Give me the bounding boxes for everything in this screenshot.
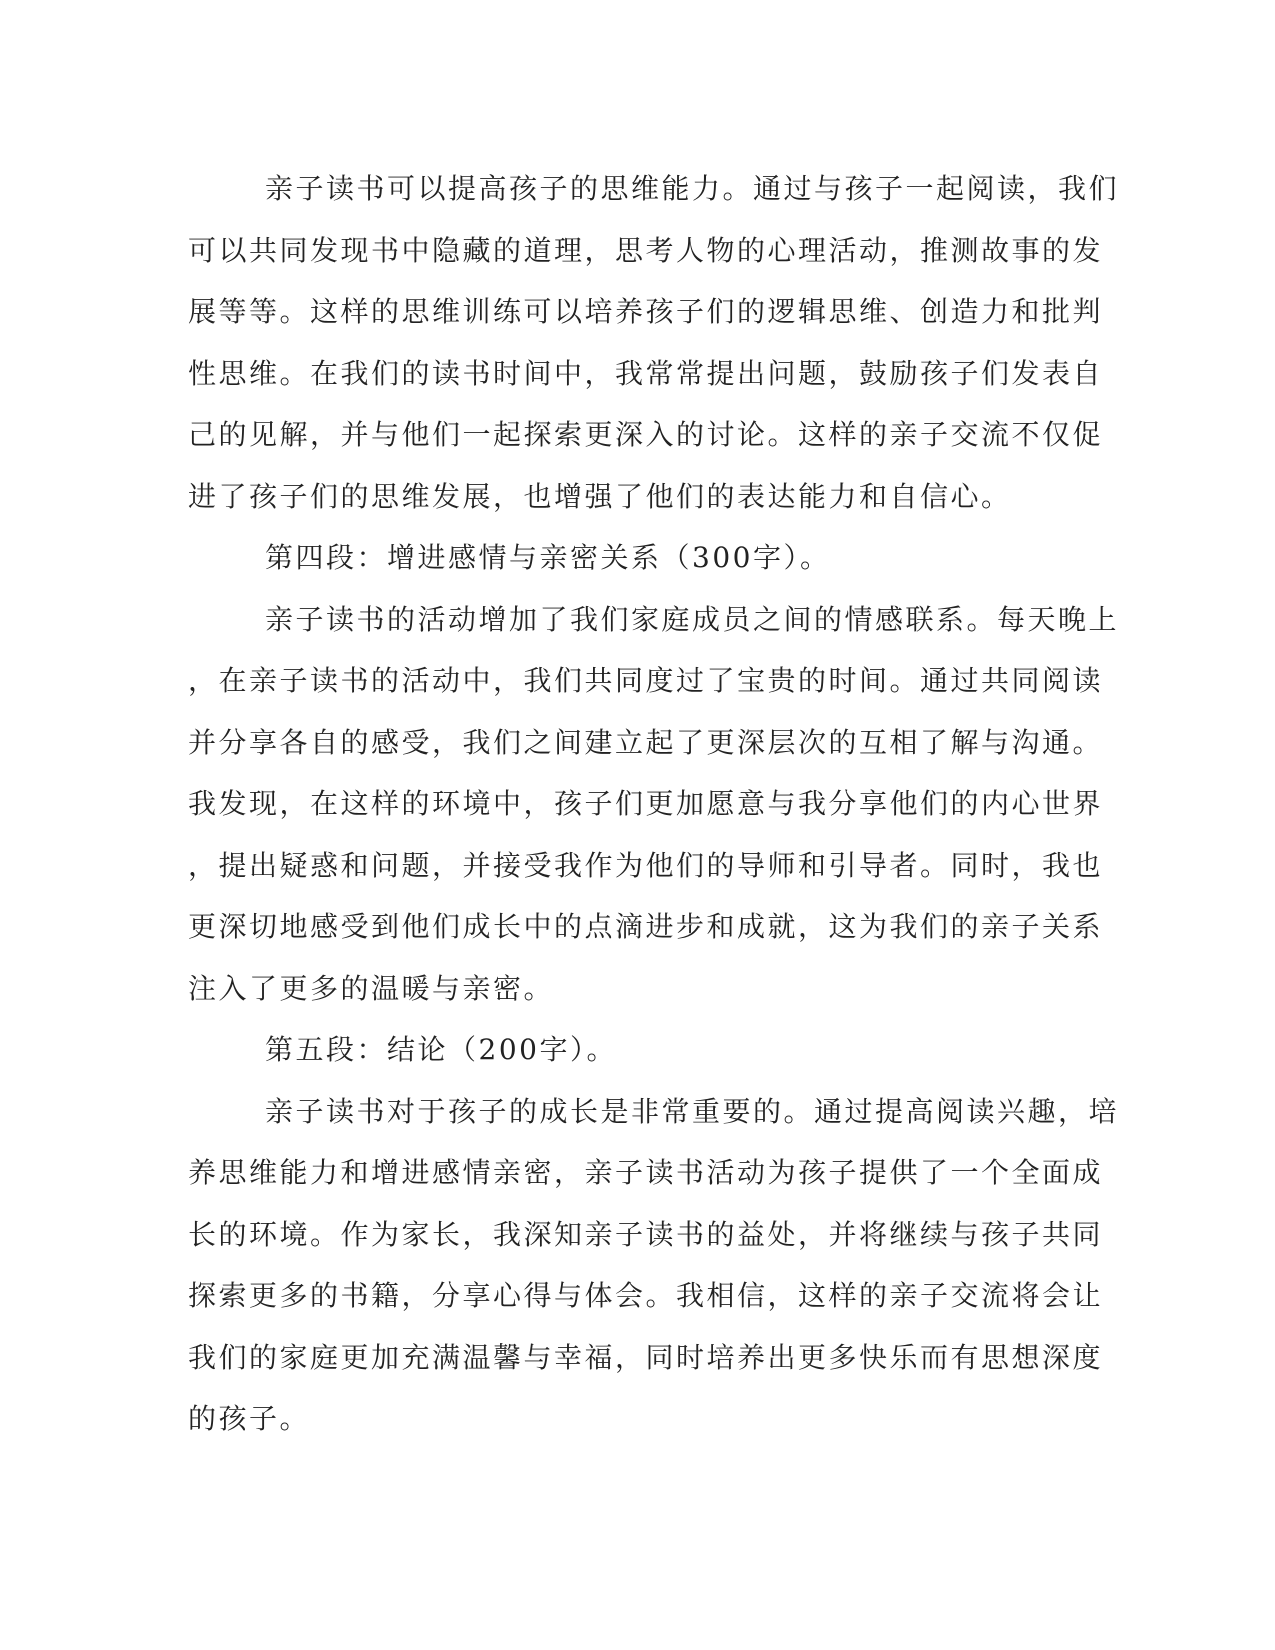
text-line: 进了孩子们的思维发展，也增强了他们的表达能力和自信心。	[188, 479, 1012, 513]
text-line: 注入了更多的温暖与亲密。	[188, 971, 555, 1005]
text-line: 养思维能力和增进感情亲密，亲子读书活动为孩子提供了一个全面成	[188, 1156, 1104, 1189]
text-line: 可以共同发现书中隐藏的道理，思考人物的心理活动，推测故事的发	[188, 233, 1104, 267]
text-line: 亲子读书对于孩子的成长是非常重要的。通过提高阅读兴趣，培	[265, 1094, 1120, 1128]
text-line: 我发现，在这样的环境中，孩子们更加愿意与我分享他们的内心世界	[188, 787, 1104, 820]
paragraph-conclusion	[188, 1081, 1120, 1450]
section-heading-4	[188, 527, 1080, 589]
heading-line: 第五段：结论（200字）。	[265, 1033, 617, 1066]
text-line: 的孩子。	[188, 1402, 311, 1435]
document-body	[188, 158, 1120, 1450]
text-line: 我们的家庭更加充满温馨与幸福，同时培养出更多快乐而有思想深度	[188, 1340, 1104, 1374]
section-heading-5	[188, 1019, 1080, 1081]
text-line: ，提出疑惑和问题，并接受我作为他们的导师和引导者。同时，我也	[188, 848, 1104, 882]
paragraph-thinking-ability	[188, 158, 1120, 527]
text-line: 性思维。在我们的读书时间中，我常常提出问题，鼓励孩子们发表自	[188, 356, 1104, 390]
paragraph-emotional-bond	[188, 589, 1120, 1020]
text-line: 长的环境。作为家长，我深知亲子读书的益处，并将继续与孩子共同	[188, 1217, 1104, 1251]
text-line: 展等等。这样的思维训练可以培养孩子们的逻辑思维、创造力和批判	[188, 295, 1104, 328]
text-line: 探索更多的书籍，分享心得与体会。我相信，这样的亲子交流将会让	[188, 1279, 1104, 1312]
text-line: 并分享各自的感受，我们之间建立起了更深层次的互相了解与沟通。	[188, 725, 1104, 759]
text-line: 亲子读书可以提高孩子的思维能力。通过与孩子一起阅读，我们	[265, 172, 1120, 205]
text-line: 更深切地感受到他们成长中的点滴进步和成就，这为我们的亲子关系	[188, 910, 1104, 943]
text-line: ，在亲子读书的活动中，我们共同度过了宝贵的时间。通过共同阅读	[188, 664, 1104, 697]
text-line: 亲子读书的活动增加了我们家庭成员之间的情感联系。每天晚上	[265, 602, 1120, 636]
text-line: 己的见解，并与他们一起探索更深入的讨论。这样的亲子交流不仅促	[188, 418, 1104, 451]
heading-line: 第四段：增进感情与亲密关系（300字）。	[265, 541, 831, 574]
